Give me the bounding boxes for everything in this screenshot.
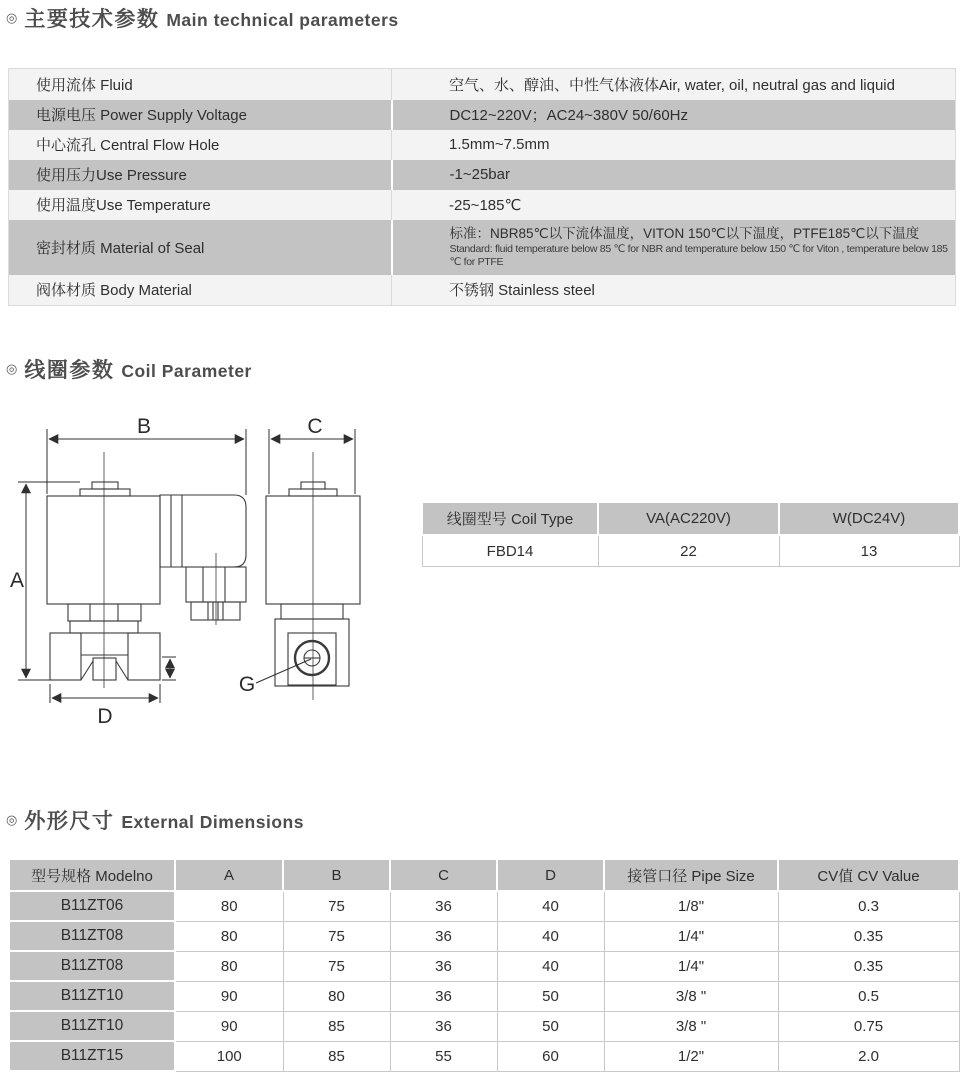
column-header: C — [390, 859, 497, 891]
table-cell: 85 — [283, 1011, 390, 1041]
param-row — [9, 190, 956, 220]
table-cell: 55 — [390, 1041, 497, 1071]
coil-body-front — [47, 496, 160, 604]
param-value-line2: Standard: fluid temperature below 85 ℃ for NBR and temperature below 150 ℃ for Viton , temperature below 185 ℃ for PTFE — [449, 243, 948, 268]
right-port — [128, 633, 160, 680]
param-value: -1~25bar — [392, 160, 956, 190]
column-header: W(DC24V) — [779, 502, 959, 535]
main-params-title — [6, 3, 399, 33]
table-cell: 0.35 — [778, 921, 959, 951]
main-params-title-zh: 主要技术参数 — [24, 8, 160, 31]
dim-label-d: D — [97, 705, 113, 728]
table-cell: 80 — [283, 981, 390, 1011]
table-cell: 85 — [283, 1041, 390, 1071]
column-header: 接管口径 Pipe Size — [604, 859, 778, 891]
left-port — [50, 633, 81, 680]
section-bullet-icon: ◎ — [6, 361, 18, 376]
param-row — [9, 69, 956, 100]
table-cell: 50 — [497, 981, 604, 1011]
param-label: 使用流体 Fluid — [36, 76, 133, 94]
table-cell: 75 — [283, 921, 390, 951]
row-label-cell: B11ZT10 — [9, 981, 175, 1011]
row-label-cell: B11ZT08 — [9, 921, 175, 951]
param-value: -25~185℃ — [392, 190, 956, 220]
table-cell: 80 — [175, 921, 283, 951]
row-label-cell: B11ZT06 — [9, 891, 175, 921]
table-cell: 40 — [497, 891, 604, 921]
table-cell: 36 — [390, 951, 497, 981]
table-row — [422, 535, 959, 567]
dimensions-title-en: External Dimensions — [121, 812, 304, 832]
column-header: B — [283, 859, 390, 891]
param-value: 1.5mm~7.5mm — [392, 130, 956, 160]
table-cell: 3/8 " — [604, 981, 778, 1011]
param-row — [9, 220, 956, 275]
table-cell: 1/4" — [604, 921, 778, 951]
table-cell: 36 — [390, 981, 497, 1011]
coil-table-header-row — [422, 502, 959, 535]
param-row — [9, 100, 956, 130]
section-bullet-icon: ◎ — [6, 812, 18, 827]
table-cell: 50 — [497, 1011, 604, 1041]
table-cell: 36 — [390, 921, 497, 951]
param-row — [9, 275, 956, 306]
row-label-cell: B11ZT15 — [9, 1041, 175, 1071]
param-value: DC12~220V；AC24~380V 50/60Hz — [392, 100, 956, 130]
table-cell: 13 — [779, 535, 959, 567]
table-cell: 0.75 — [778, 1011, 959, 1041]
column-header: 线圈型号 Coil Type — [422, 502, 598, 535]
table-cell: 100 — [175, 1041, 283, 1071]
table-cell: 75 — [283, 951, 390, 981]
table-row — [9, 1041, 959, 1071]
table-cell: 40 — [497, 951, 604, 981]
table-cell: 1/4" — [604, 951, 778, 981]
table-cell: 36 — [390, 891, 497, 921]
row-label-cell: B11ZT10 — [9, 1011, 175, 1041]
param-value: 空气、水、醇油、中性气体液体Air, water, oil, neutral gas and liquid — [392, 69, 956, 100]
table-cell: 80 — [175, 951, 283, 981]
dim-label-b: B — [136, 415, 152, 438]
external-dimensions-table — [8, 858, 960, 1072]
table-cell: 0.3 — [778, 891, 959, 921]
connector-outline — [160, 495, 246, 567]
table-cell: 2.0 — [778, 1041, 959, 1071]
dimensions-title-zh: 外形尺寸 — [24, 810, 115, 833]
main-params-title-en: Main technical parameters — [166, 10, 399, 30]
main-params-table — [8, 68, 956, 306]
param-value — [392, 220, 956, 275]
table-cell: 90 — [175, 981, 283, 1011]
dim-label-a: A — [9, 569, 25, 592]
dimensions-title — [6, 805, 304, 835]
dim-table-header-row — [9, 859, 959, 891]
table-cell: 0.5 — [778, 981, 959, 1011]
dim-label-g: G — [238, 673, 256, 696]
table-cell: 1/2" — [604, 1041, 778, 1071]
valve-technical-drawing — [8, 400, 408, 732]
dim-label-c: C — [307, 415, 323, 438]
param-label: 电源电压 Power Supply Voltage — [36, 107, 247, 124]
table-row — [9, 981, 959, 1011]
table-row — [9, 891, 959, 921]
column-header: CV值 CV Value — [778, 859, 959, 891]
table-row — [9, 1011, 959, 1041]
param-label: 使用压力Use Pressure — [36, 167, 187, 184]
table-cell: 90 — [175, 1011, 283, 1041]
table-cell: 0.35 — [778, 951, 959, 981]
table-cell: 75 — [283, 891, 390, 921]
row-label-cell: FBD14 — [422, 535, 598, 567]
table-cell: 36 — [390, 1011, 497, 1041]
coil-title-en: Coil Parameter — [121, 361, 252, 381]
table-cell: 60 — [497, 1041, 604, 1071]
coil-parameter-table — [421, 501, 960, 567]
coil-title-zh: 线圈参数 — [24, 359, 115, 382]
param-row — [9, 160, 956, 190]
table-cell: 80 — [175, 891, 283, 921]
param-label: 使用温度Use Temperature — [36, 197, 211, 214]
param-label: 密封材质 Material of Seal — [36, 239, 205, 257]
table-cell: 40 — [497, 921, 604, 951]
table-cell: 22 — [598, 535, 779, 567]
column-header: A — [175, 859, 283, 891]
column-header: VA(AC220V) — [598, 502, 779, 535]
table-row — [9, 951, 959, 981]
section-bullet-icon: ◎ — [6, 10, 18, 25]
param-value-line1: 标准：NBR85℃以下流体温度，VITON 150℃以下温度，PTFE185℃以下温度 — [449, 226, 920, 241]
param-row — [9, 130, 956, 160]
table-cell: 3/8 " — [604, 1011, 778, 1041]
table-cell: 1/8" — [604, 891, 778, 921]
param-label: 中心流孔 Central Flow Hole — [36, 137, 220, 154]
param-value: 不锈钢 Stainless steel — [392, 275, 956, 306]
column-header: D — [497, 859, 604, 891]
coil-title — [6, 354, 252, 384]
row-label-cell: B11ZT08 — [9, 951, 175, 981]
column-header: 型号规格 Modelno — [9, 859, 175, 891]
table-row — [9, 921, 959, 951]
param-label: 阀体材质 Body Material — [36, 282, 192, 300]
